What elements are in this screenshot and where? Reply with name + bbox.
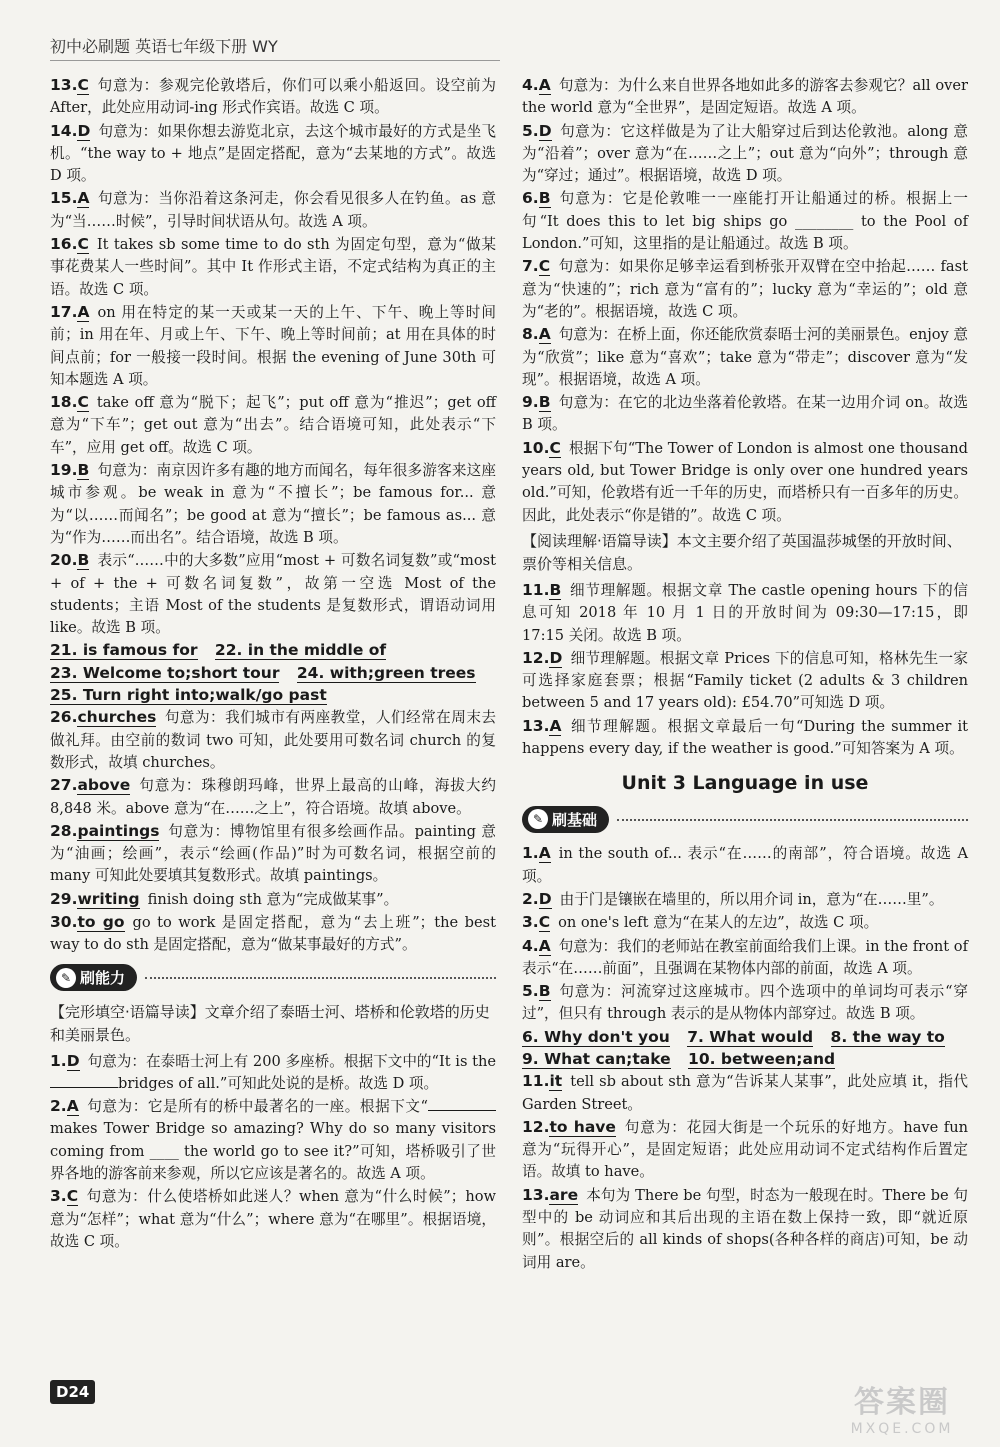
answer-choice: B [77, 461, 90, 480]
explanation-text: 表示“……中的大多数”应用“most + 可数名词复数”或“most + of + the + 可数名词复数”，故第一空选 Most of the students；主语 Most of the students 是复数形式，谓语动词用 like。故选 B 项。 [50, 552, 496, 637]
answer-item [50, 774, 496, 820]
question-number: 13. [522, 1185, 550, 1204]
question-number: 12. [522, 648, 550, 667]
question-number: 27. [50, 776, 78, 795]
question-number: 11. [522, 580, 550, 599]
answers-26-30 [50, 706, 496, 956]
answer-choice: C [77, 235, 89, 254]
question-number: 12. [522, 1117, 550, 1136]
explanation-text: 句意为：我们城市有两座教堂，人们经常在周末去做礼拜。由空前的数词 two 可知，此处要用可数名词 church 的复数形式，故填 churches。 [50, 709, 496, 771]
answer-item [50, 301, 496, 391]
answer-line-23-24: 23. Welcome to;short tour 24. with;green trees [50, 663, 476, 682]
answer-item [50, 549, 496, 639]
question-number: 20. [50, 551, 78, 570]
answer-item [522, 888, 968, 911]
answer-choice: D [538, 889, 552, 908]
explanation-text: 句意为：花园大街是一个玩乐的好地方。have fun 意为“玩得开心”，是固定短语；此处应用动词不定式结构作后置定语。故填 to have。 [522, 1118, 968, 1181]
answer-choice: A [538, 936, 551, 955]
answer-line-6-8: 6. Why don't you 7. What would 8. the way to [522, 1027, 945, 1046]
answer-item [522, 579, 968, 647]
basic-answers [522, 842, 968, 1025]
answer-item [50, 1095, 496, 1185]
question-number: 26. [50, 708, 78, 727]
explanation-text: tell sb about sth 意为“告诉某人某事”，此处应填 it，指代 Garden Street。 [522, 1073, 968, 1113]
answer-item [522, 323, 968, 391]
explanation-text: 根据下句“The Tower of London is almost one thousand years old, but Tower Bridge is only over one hundred years old.”可知，伦敦塔有近一千年的历史，而塔桥只有一百多年的历史。因此，此处表示“你是错的”。故选 C 项。 [522, 439, 968, 524]
explanation-text: finish doing sth 意为“完成做某事”。 [147, 890, 399, 908]
section-badge-row [50, 963, 496, 993]
explanation-text: 本句为 There be 句型，时态为一般现在时。There be 句型中的 be 动词应和其后出现的主语在数上保持一致，即“就近原则”。根据空后的 all kinds of shops(各种各样的商店)可知，be 动词用 are。 [522, 1186, 968, 1271]
question-number: 9. [522, 393, 539, 412]
explanation-text: 句意为：如果你足够幸运看到桥张开双臂在空中抬起…… fast 意为“快速的”；rich 意为“富有的”；lucky 意为“幸运的”；old 意为“老的”。根据语境，故选 C 项。 [522, 258, 968, 320]
answer-item [522, 437, 968, 527]
answer-item [522, 911, 968, 934]
explanation-text: 句意为：珠穆朗玛峰，世界上最高的山峰，海拔大约 8,848 米。above 意为“在……之上”，符合语境。故填 above。 [50, 777, 496, 817]
question-number: 30. [50, 912, 78, 931]
answer-choice: C [538, 257, 551, 276]
answer-item [522, 1070, 968, 1116]
question-number: 8. [522, 325, 539, 344]
answer-choice: C [66, 1187, 79, 1206]
answer-item [522, 1184, 968, 1274]
answer-item [50, 459, 496, 549]
explanation-text: 细节理解题。根据文章 Prices 下的信息可知，格林先生一家可选择家庭套票；根据“Family ticket (2 adults & 3 children between 5 and 17 years old): £54.70”可知选 D 项。 [522, 649, 968, 712]
answer-line-25: 25. Turn right into;walk/go past [50, 686, 327, 705]
explanation-text: 句意为：为什么来自世界各地如此多的游客去参观它？all over the world 意为“全世界”，是固定短语。故选 A 项。 [522, 77, 968, 117]
explanation-text: take off 意为“脱下；起飞”；put off 意为“推迟”；get off 意为“下车”；get out 意为“出去”。结合语境可知，此处表示“下车”，应用 get off。故选 C 项。 [50, 394, 496, 456]
question-number: 1. [522, 844, 539, 863]
question-number: 2. [50, 1097, 67, 1116]
answer-choice: B [538, 393, 551, 412]
answer-choice: A [538, 325, 551, 344]
answer-line-21-22: 21. is famous for 22. in the middle of [50, 641, 387, 660]
explanation-text: go to work 是固定搭配，意为“去上班”；the best way to do sth 是固定搭配，意为“做某事最好的方式”。 [50, 913, 496, 954]
explanation-text: 句意为：它这样做是为了让大船穿过后到达伦敦池。along 意为“沿着”；over 意为“在……之上”；out 意为“向外”；through 意为“穿过；通过”。根据语境，故选 D 项。 [522, 122, 968, 185]
answer-item [522, 187, 968, 255]
explanation-text: 由于门是镶嵌在墙里的，所以用介词 in，意为“在……里”。 [559, 890, 944, 908]
answer-choice: D [77, 121, 91, 140]
explanation-text: It takes sb some time to do sth 为固定句型，意为“做某事花费某人一些时间”。其中 It 作形式主语，不定式结构为真正的主语。故选 C 项。 [50, 236, 496, 298]
watermark-logo: 答案圈 MXQE.COM [850, 1385, 954, 1437]
explanation-text: 细节理解题。根据文章最后一句“During the summer it happens every day, if the weather is good.”可知答案为 A 项。 [522, 717, 968, 758]
question-number: 17. [50, 302, 78, 321]
answer-item [522, 120, 968, 188]
cloze-answers-4-10 [522, 74, 968, 527]
explanation-text: 句意为：它是伦敦唯一一座能打开让船通过的桥。根据上一句“It does this to let big ships go ________ to the Pool of London.”可知，这里指的是让船通过。故选 B 项。 [522, 190, 968, 253]
answer-item [50, 820, 496, 888]
explanation-text: 细节理解题。根据文章 The castle opening hours 下的信息可知 2018 年 10 月 1 日的开放时间为 09:30—17:15，即 17:15 关闭。故选 B 项。 [522, 581, 968, 644]
explanation-text: 句意为：在它的北边坐落着伦敦塔。在某一边用介词 on。故选 B 项。 [522, 394, 968, 434]
explanation-text: in the south of... 表示“在……的南部”，符合语境。故选 A 项。 [522, 845, 968, 885]
question-number: 15. [50, 189, 78, 208]
answer-choice: A [549, 716, 562, 735]
question-number: 14. [50, 121, 78, 140]
answer-line-9-10: 9. What can;take 10. between;and [522, 1049, 836, 1068]
answer-item [50, 187, 496, 233]
reading-answers [522, 579, 968, 760]
answer-item [522, 935, 968, 981]
question-number: 5. [522, 982, 539, 1001]
answer-choice: are [549, 1185, 579, 1204]
answer-choice: B [538, 982, 551, 1001]
explanation-text: 句意为：我们的老师站在教室前面给我们上课。in the front of 表示“在……前面”，且强调在某物体内部的前面，故选 A 项。 [522, 937, 968, 977]
answer-item [50, 233, 496, 301]
cloze-intro: 【完形填空·语篇导读】文章介绍了泰晤士河、塔桥和伦敦塔的历史和美丽景色。 [50, 1002, 490, 1044]
dotted-divider [617, 818, 968, 821]
answer-choice: it [549, 1072, 563, 1091]
answer-choice: B [538, 189, 551, 208]
cloze-answers [50, 1050, 496, 1254]
reading-intro: 【阅读理解·语篇导读】本文主要介绍了英国温莎城堡的开放时间、票价等相关信息。 [522, 531, 962, 573]
answers-13-20 [50, 74, 496, 639]
question-number: 6. [522, 189, 539, 208]
explanation-text: 句意为：在泰晤士河上有 200 多座桥。根据下文中的“It is the [87, 1052, 496, 1070]
explanation-text: bridges of all.”可知此处说的是桥。故选 D 项。 [118, 1074, 439, 1092]
question-number: 4. [522, 76, 539, 94]
answer-choice: writing [77, 889, 140, 908]
pencil-icon: ✎ [56, 968, 76, 988]
section-badge-row [522, 804, 968, 834]
answer-choice: B [549, 580, 562, 599]
explanation-text: 句意为：当你沿着这条河走，你会看见很多人在钓鱼。as 意为“当……时候”，引导时间状语从句。故选 A 项。 [50, 190, 496, 230]
question-number: 16. [50, 235, 78, 254]
pencil-icon: ✎ [528, 809, 548, 829]
answer-choice: D [549, 648, 563, 667]
answer-item [522, 74, 968, 120]
explanation-text: 句意为：在桥上面，你还能欣赏泰晤士河的美丽景色。enjoy 意为“欣赏”；like 意为“喜欢”；take 意为“带走”；discover 意为“发现”。根据语境，故选 A 项。 [522, 326, 968, 388]
answer-choice: D [66, 1051, 80, 1070]
explanation-text: 句意为：博物馆里有很多绘画作品。painting 意为“油画；绘画”，表示“绘画(作品)”时为可数名词，根据空前的 many 可知此处要填其复数形式。故填 paintings。 [50, 822, 496, 885]
question-number: 13. [50, 76, 78, 94]
blank-line [428, 1109, 496, 1111]
answer-item [522, 647, 968, 715]
answer-item [522, 255, 968, 323]
answer-choice: A [77, 302, 90, 321]
answer-choice: D [538, 121, 552, 140]
question-number: 29. [50, 889, 78, 908]
answer-item [522, 1116, 968, 1184]
explanation-text: 句意为：什么使塔桥如此迷人？when 意为“什么时候”；how 意为“怎样”；what 意为“什么”；where 意为“在哪里”。根据语境，故选 C 项。 [50, 1188, 496, 1250]
explanation-text: makes Tower Bridge so amazing? Why do so many visitors coming from ____ the world go to see it?”可知，塔桥吸引了世界各地的游客前来参观，所以它应该是著名的。故选 A 项。 [50, 1120, 496, 1183]
explanation-text: 句意为：如果你想去游览北京，去这个城市最好的方式是坐飞机。“the way to + 地点”是固定搭配，意为“去某地的方式”。故选 D 项。 [50, 122, 496, 185]
question-number: 28. [50, 821, 78, 840]
answer-choice: C [538, 913, 551, 932]
running-header: 初中必刷题 英语七年级下册 WY [50, 34, 500, 61]
answer-item [50, 391, 496, 459]
answer-item [50, 1185, 496, 1253]
explanation-text: 句意为：南京因许多有趣的地方而闻名，每年很多游客来这座城市参观。be weak in 意为“不擅长”；be famous for... 意为“以……而闻名”；be good at 意为“擅长”；be famous as... 意为“作为……而出名”。结合语境，故选 B 项。 [50, 462, 496, 546]
fill-answers [522, 1070, 968, 1274]
answer-item [522, 391, 968, 437]
question-number: 2. [522, 889, 539, 908]
question-number: 13. [522, 716, 550, 735]
answer-choice: A [538, 76, 551, 94]
answer-item [522, 842, 968, 888]
answer-choice: A [77, 189, 90, 208]
question-number: 7. [522, 257, 539, 276]
answer-choice: paintings [77, 821, 160, 840]
question-number: 10. [522, 438, 550, 457]
question-number: 3. [522, 913, 539, 932]
question-number: 4. [522, 936, 539, 955]
answer-item [50, 1050, 496, 1096]
answer-choice: C [549, 438, 561, 457]
answer-item [522, 715, 968, 761]
answer-choice: above [77, 776, 131, 795]
answer-item [50, 74, 496, 120]
right-column [522, 74, 968, 1274]
left-column [50, 74, 496, 1253]
answer-choice: A [66, 1097, 79, 1116]
explanation-text: on one's left 意为“在某人的左边”，故选 C 项。 [558, 914, 879, 932]
explanation-text: on 用在特定的某一天或某一天的上午、下午、晚上等时间前；in 用在年、月或上午、下午、晚上等时间前；at 用在具体的时间点前；for 一般接一段时间。根据 the evening of June 30th 可知本题选 A 项。 [50, 303, 496, 388]
answer-item [50, 911, 496, 957]
question-number: 3. [50, 1187, 67, 1206]
answer-item [50, 706, 496, 774]
question-number: 19. [50, 461, 78, 480]
explanation-text: 句意为：它是所有的桥中最著名的一座。根据下文“ [86, 1098, 428, 1116]
question-number: 5. [522, 121, 539, 140]
question-number: 11. [522, 1072, 550, 1091]
blank-line [50, 1086, 118, 1088]
answer-item [522, 980, 968, 1026]
answer-choice: C [77, 393, 89, 412]
dotted-divider [145, 976, 496, 979]
question-number: 18. [50, 393, 78, 412]
answer-choice: C [77, 76, 89, 94]
page-number: D24 [50, 1380, 95, 1404]
answer-choice: B [77, 551, 90, 570]
answer-choice: to have [549, 1117, 616, 1136]
question-number: 1. [50, 1051, 67, 1070]
section-badge: ✎ 刷能力 [50, 964, 137, 991]
answer-choice: churches [77, 708, 157, 727]
explanation-text: 句意为：参观完伦敦塔后，你们可以乘小船返回。设空前为After，此处应用动词-ing 形式作宾语。故选 C 项。 [50, 77, 496, 117]
answer-item [50, 120, 496, 188]
unit-title: Unit 3 Language in use [621, 772, 869, 795]
section-badge: ✎ 刷基础 [522, 806, 609, 833]
answer-choice: A [538, 844, 551, 863]
explanation-text: 句意为：河流穿过这座城市。四个选项中的单词均可表示“穿过”，但只有 through 表示的是从物体内部穿过。故选 B 项。 [522, 983, 968, 1023]
answer-item [50, 888, 496, 911]
answer-choice: to go [77, 912, 125, 931]
